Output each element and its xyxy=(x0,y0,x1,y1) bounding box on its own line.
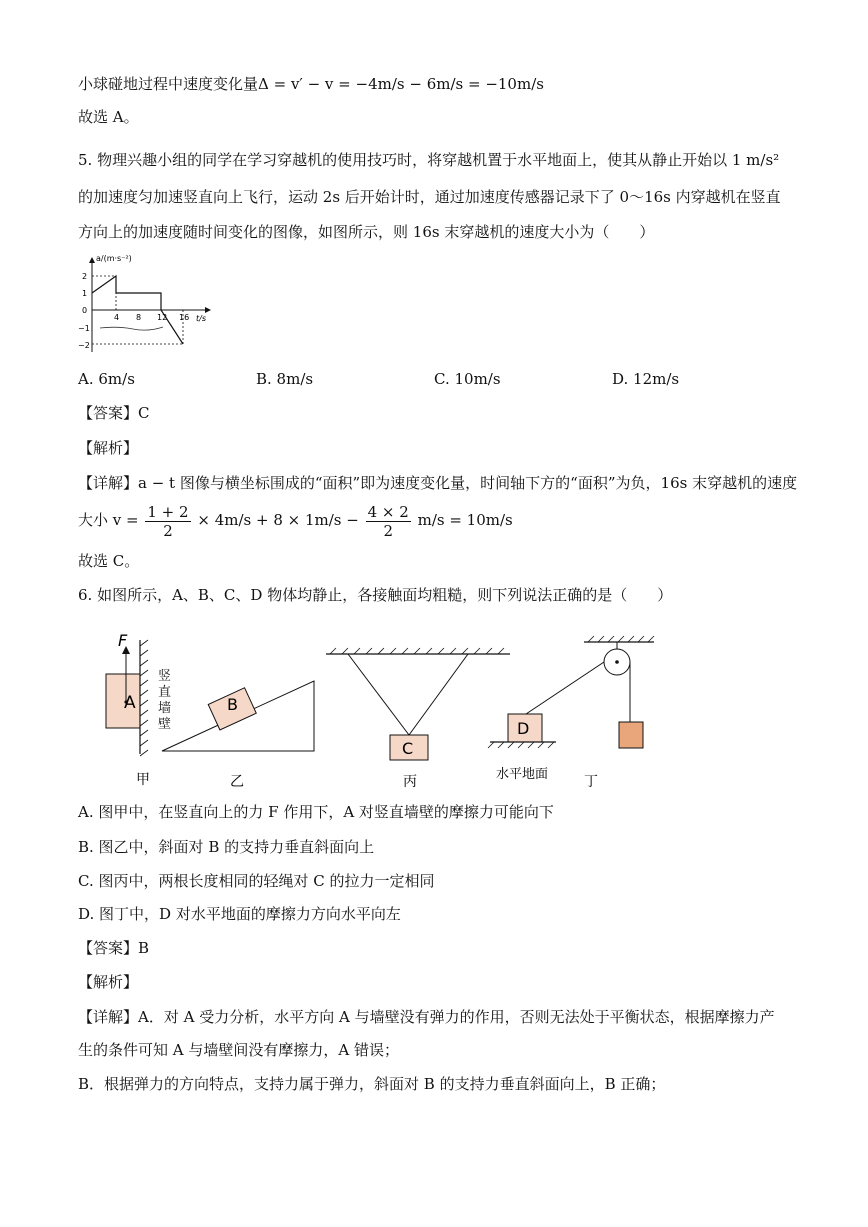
y-tick: 2 xyxy=(82,272,88,281)
diagram-yi xyxy=(162,681,314,790)
graph-xlabel: t/s xyxy=(196,314,206,323)
answer-6: 【答案】B xyxy=(78,939,150,957)
text-line: 故选 A。 xyxy=(78,108,139,126)
detail-6-line3: B．根据弹力的方向特点，支持力属于弹力，斜面对 B 的支持力垂直斜面向上，B 正确； xyxy=(78,1075,666,1093)
caption-bing: 丙 xyxy=(403,774,417,790)
diagram-ding xyxy=(488,636,654,790)
caption-yi: 乙 xyxy=(230,774,244,790)
y-tick: 1 xyxy=(82,289,88,298)
x-tick: 4 xyxy=(114,313,120,322)
label-A: A xyxy=(124,693,136,713)
detail-6-line2: 生的条件可知 A 与墙壁间没有摩擦力，A 错误； xyxy=(78,1041,399,1059)
option-6A: A. 图甲中，在竖直向上的力 F 作用下，A 对竖直墙壁的摩擦力可能向下 xyxy=(78,803,554,821)
option-6C: C. 图丙中，两根长度相同的轻绳对 C 的拉力一定相同 xyxy=(78,872,435,890)
y-tick: −1 xyxy=(78,324,90,333)
label-F: F xyxy=(118,631,128,650)
question-6: 6. 如图所示，A、B、C、D 物体均静止，各接触面均粗糙，则下列说法正确的是（ ） xyxy=(78,586,673,604)
option-5C: C. 10m/s xyxy=(434,370,501,388)
y-tick: −2 xyxy=(78,341,90,350)
x-tick: 12 xyxy=(157,313,168,322)
label-wall: 竖直墙壁 xyxy=(158,669,172,732)
question-5-line2: 的加速度匀加速竖直向上飞行，运动 2s 后开始计时，通过加速度传感器记录下了 0～16s 内穿越机在竖直 xyxy=(78,188,781,206)
graph-ylabel: a/(m·s⁻²) xyxy=(96,254,132,263)
label-ground: 水平地面 xyxy=(496,767,549,782)
at-graph xyxy=(78,252,223,357)
analysis-5-title: 【解析】 xyxy=(78,439,139,457)
caption-jia: 甲 xyxy=(136,772,150,788)
label-B: B xyxy=(227,695,238,714)
question-5-line3: 方向上的加速度随时间变化的图像，如图所示，则 16s 末穿越机的速度大小为（ ） xyxy=(78,223,655,241)
answer-5: 【答案】C xyxy=(78,404,150,422)
question-5-line1: 5. 物理兴趣小组的同学在学习穿越机的使用技巧时，将穿越机置于水平地面上，使其从静止开始以 1 m/s² xyxy=(78,151,780,169)
option-5B: B. 8m/s xyxy=(256,370,314,388)
option-6B: B. 图乙中，斜面对 B 的支持力垂直斜面向上 xyxy=(78,838,375,856)
x-tick: 16 xyxy=(179,313,190,322)
diagram-bing xyxy=(326,648,510,790)
diagram-jia xyxy=(106,631,171,788)
label-D: D xyxy=(517,719,530,738)
detail-5-formula: 大小 v = $\frac{1 + 2}{2}$ × 4m/s + 8 × 1m/s − $\frac{4 \times 2}{2}$ m/s = 10m/s xyxy=(78,502,513,540)
label-C: C xyxy=(402,739,414,758)
detail-6-line1: 【详解】A．对 A 受力分析，水平方向 A 与墙壁没有弹力的作用，否则无法处于平衡状态，根据摩擦力产 xyxy=(78,1008,775,1026)
analysis-6-title: 【解析】 xyxy=(78,973,139,991)
x-tick: 8 xyxy=(136,313,142,322)
caption-ding: 丁 xyxy=(584,774,598,790)
detail-5-line1: 【详解】a − t 图像与横坐标围成的“面积”即为速度变化量，时间轴下方的“面积”为负，16s 末穿越机的速度 xyxy=(78,474,798,492)
option-5D: D. 12m/s xyxy=(612,370,680,388)
option-6D: D. 图丁中，D 对水平地面的摩擦力方向水平向左 xyxy=(78,905,401,923)
option-5A: A. 6m/s xyxy=(78,370,135,388)
y-tick: 0 xyxy=(82,306,88,315)
figure-6 xyxy=(78,622,678,797)
conclusion-5: 故选 C。 xyxy=(78,552,140,570)
text-line: 小球碰地过程中速度变化量Δ = v′ − v = −4m/s − 6m/s = −10m/s xyxy=(78,75,544,93)
